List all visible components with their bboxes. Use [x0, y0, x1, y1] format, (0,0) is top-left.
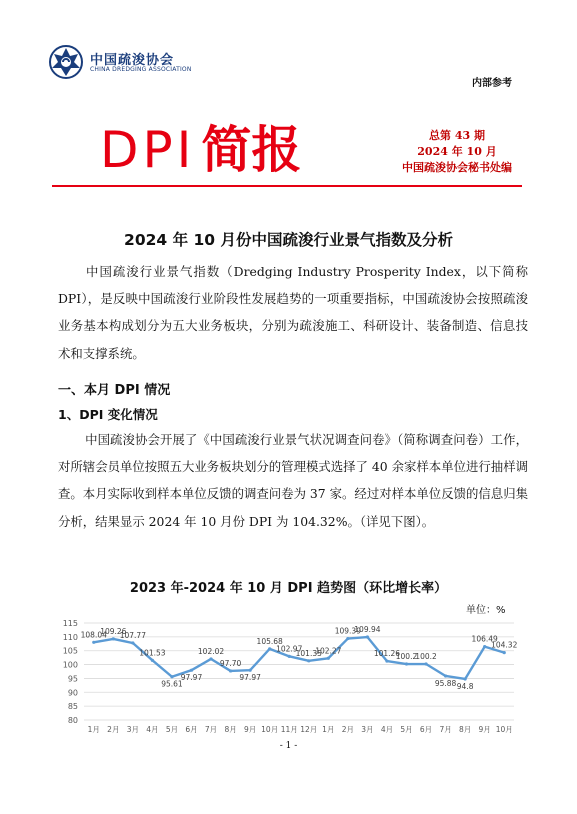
- data-point: [385, 659, 388, 662]
- y-tick-label: 105: [62, 646, 78, 656]
- data-point: [209, 657, 212, 660]
- x-tick-label: 4月: [380, 725, 394, 734]
- association-logo: [48, 44, 84, 80]
- intro-text: 中国疏浚行业景气指数（Dredging Industry Prosperity Index，以下简称 DPI），是反映中国疏浚行业阶段性发展趋势的一项重要指标，中国疏浚协会按照疏浚业务基本构成划分为五大业务板块，分别为疏浚施工、科研设计、装备制造、信息技术和支撑系统。: [58, 264, 528, 361]
- data-label: 101.35: [295, 648, 322, 658]
- subsection-heading: 1、DPI 变化情况: [58, 407, 158, 422]
- data-point: [444, 674, 447, 677]
- data-label: 102.02: [197, 646, 225, 656]
- x-tick-label: 5月: [400, 725, 413, 734]
- data-label: 107.77: [119, 631, 146, 641]
- page-number: - 1 -: [279, 741, 298, 751]
- data-label: 109.26: [100, 626, 127, 636]
- data-point: [92, 641, 95, 644]
- y-tick-label: 110: [62, 632, 78, 642]
- data-point: [366, 635, 369, 638]
- masthead-title: [100, 110, 301, 182]
- data-label: 94.8: [456, 681, 474, 691]
- article-title: 2024 年 10 月份中国疏浚行业景气指数及分析: [124, 231, 453, 249]
- x-tick-label: 7月: [439, 725, 452, 734]
- x-tick-label: 6月: [419, 725, 433, 734]
- chart-title: 2023 年-2024 年 10 月 DPI 趋势图（环比增长率）: [129, 581, 448, 596]
- data-point: [327, 657, 330, 660]
- internal-reference-label: 内部参考: [472, 78, 512, 89]
- data-label: 100.2: [415, 652, 437, 662]
- masthead-dpi: DPI: [100, 121, 196, 179]
- data-label: 108.04: [80, 630, 107, 640]
- x-tick-label: 10月: [261, 725, 279, 734]
- y-tick-label: 90: [67, 688, 78, 698]
- masthead-jianbao: 简报: [201, 121, 302, 179]
- x-tick-label: 7月: [204, 725, 218, 734]
- x-tick-label: 2月: [107, 725, 120, 734]
- x-tick-label: 4月: [146, 725, 159, 734]
- data-point: [268, 647, 271, 650]
- x-tick-label: 1月: [87, 725, 100, 734]
- data-label: 95.61: [161, 679, 183, 689]
- issue-info: [372, 128, 542, 176]
- data-label: 109.94: [354, 625, 381, 635]
- org-name-cn: 中国疏浚协会: [90, 53, 175, 68]
- x-tick-label: 9月: [478, 725, 491, 734]
- data-point: [288, 655, 291, 658]
- data-label: 97.97: [180, 673, 203, 683]
- survey-text: 中国疏浚协会开展了《中国疏浚行业景气状况调查问卷》（简称调查问卷）工作，对所辖会员单位按照五大业务板块划分的管理模式选择了 40 余家样本单位进行抽样调查。本月实际收到样本单位反馈的调查问卷为 37 家。经过对样本单位反馈的信息归集分析，结果显示 2024 年 10 月份 DPI 为 104.32%。（详见下图）。: [58, 432, 528, 529]
- y-tick-label: 115: [62, 619, 78, 628]
- data-point: [483, 645, 486, 648]
- data-label: 106.49: [471, 634, 498, 644]
- y-tick-label: 80: [67, 716, 78, 725]
- data-point: [346, 637, 349, 640]
- data-point: [249, 669, 252, 672]
- data-point: [503, 651, 506, 654]
- x-tick-label: 3月: [126, 725, 140, 734]
- data-point: [464, 677, 467, 680]
- masthead-divider: [52, 185, 522, 187]
- y-tick-label: 95: [67, 674, 78, 684]
- data-label: 95.88: [434, 678, 457, 688]
- x-tick-label: 10月: [495, 725, 513, 734]
- org-name-en: CHINA DREDGING ASSOCIATION: [90, 66, 192, 73]
- data-label: 104.32: [491, 640, 518, 650]
- x-tick-label: 1月: [322, 725, 335, 734]
- chart-unit-label: 单位：%: [466, 605, 506, 616]
- issue-number: 总第 43 期: [429, 129, 485, 142]
- data-label: 105.68: [256, 636, 283, 646]
- x-tick-label: 9月: [243, 725, 257, 734]
- data-point: [424, 662, 427, 665]
- y-tick-label: 100: [62, 660, 78, 670]
- x-tick-label: 11月: [280, 725, 298, 734]
- data-point: [170, 675, 173, 678]
- data-label: 102.27: [315, 646, 342, 656]
- intro-paragraph: [58, 258, 528, 367]
- x-tick-label: 2月: [341, 725, 355, 734]
- dpi-trend-chart: [52, 615, 522, 740]
- x-tick-label: 6月: [185, 725, 198, 734]
- data-point: [229, 669, 232, 672]
- data-point: [405, 662, 408, 665]
- x-tick-label: 8月: [458, 725, 472, 734]
- issue-date: 2024 年 10 月: [417, 145, 497, 158]
- x-tick-label: 3月: [361, 725, 374, 734]
- survey-paragraph: [58, 426, 528, 535]
- data-point: [190, 669, 193, 672]
- issue-editor: 中国疏浚协会秘书处编: [402, 161, 512, 174]
- data-label: 101.53: [139, 648, 166, 658]
- data-point: [112, 637, 115, 640]
- data-label: 97.97: [239, 673, 261, 683]
- data-label: 102.97: [276, 644, 303, 654]
- data-point: [131, 641, 134, 644]
- x-tick-label: 5月: [165, 725, 179, 734]
- x-tick-label: 12月: [300, 725, 318, 734]
- section-heading: 一、本月 DPI 情况: [58, 383, 171, 398]
- data-point: [307, 659, 310, 662]
- data-label: 101.26: [373, 649, 401, 659]
- y-tick-label: 85: [67, 702, 78, 712]
- x-tick-label: 8月: [224, 725, 237, 734]
- data-label: 97.70: [219, 658, 242, 668]
- data-label: 100.2: [395, 652, 418, 662]
- data-label: 109.39: [334, 626, 361, 636]
- data-point: [151, 659, 154, 662]
